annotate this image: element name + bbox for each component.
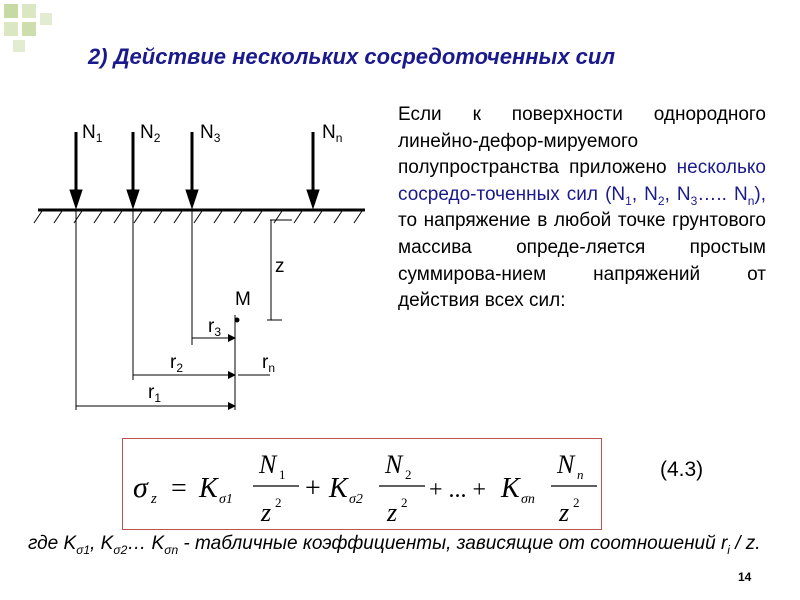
description-paragraph: Если к поверхности однородного линейно-дефор-мируемого полупространства приложено несколько сосредо-точенных сил ($N_1$, $N_2$, $N_3\dots$.. $N_n$), то напряжение в любой точке грунтового массива опреде-ляется простым суммирова-нием напряжений от действия всех сил: [398, 104, 766, 312]
forces-diagram [30, 110, 370, 420]
svg-text:+ ... +: + ... + [429, 477, 487, 503]
point-m [235, 318, 240, 323]
svg-text:z: z [261, 498, 272, 527]
formula-4-3 [123, 439, 603, 531]
force-label-3: $N_3$ [200, 122, 221, 145]
footnote-text: где $K_{\sigma 1}$, $K_{\sigma 2}\dots$ $K_{\sigma n}$ - табличные коэффициенты, зависящие от соотношений $r_i$ / z. [28, 533, 761, 557]
force-label-2: $N_2$ [140, 122, 161, 145]
r1-label: $r_1$ [148, 382, 162, 405]
rn-label: $r_n$ [262, 352, 276, 375]
force-label-n: $N_n$ [322, 122, 343, 145]
svg-text:2: 2 [573, 495, 580, 510]
r3-label: $r_3$ [208, 316, 222, 339]
svg-text:K: K [501, 473, 520, 504]
svg-text:σ: σ [133, 471, 148, 504]
decorative-squares [0, 0, 80, 60]
equation-number: (4.3) [660, 458, 704, 481]
formula-box [122, 438, 602, 530]
svg-text:σn: σn [521, 492, 535, 507]
r2-label: $r_2$ [170, 352, 184, 375]
svg-text:σ2: σ2 [349, 492, 363, 507]
svg-text:=: = [171, 473, 187, 504]
svg-text:z: z [151, 491, 157, 507]
svg-text:K: K [199, 473, 218, 504]
page-number: 14 [738, 570, 752, 584]
svg-text:N: N [259, 450, 277, 479]
svg-text:N: N [557, 450, 575, 479]
svg-text:2: 2 [275, 495, 282, 510]
ground-hatching [34, 211, 362, 223]
svg-text:z: z [387, 498, 398, 527]
svg-text:K: K [329, 473, 348, 504]
svg-text:z: z [559, 498, 570, 527]
svg-text:2: 2 [405, 467, 412, 482]
force-label-1: $N_1$ [82, 122, 103, 145]
svg-text:2: 2 [401, 495, 408, 510]
slide-title: 2) Действие нескольких сосредоточенных сил [88, 44, 616, 69]
svg-text:σ1: σ1 [219, 492, 233, 507]
svg-text:1: 1 [279, 467, 286, 482]
point-m-label: M [235, 289, 251, 310]
svg-text:+: + [305, 473, 321, 504]
svg-text:n: n [577, 467, 584, 482]
svg-text:N: N [385, 450, 403, 479]
depth-z-label: z [275, 256, 285, 277]
